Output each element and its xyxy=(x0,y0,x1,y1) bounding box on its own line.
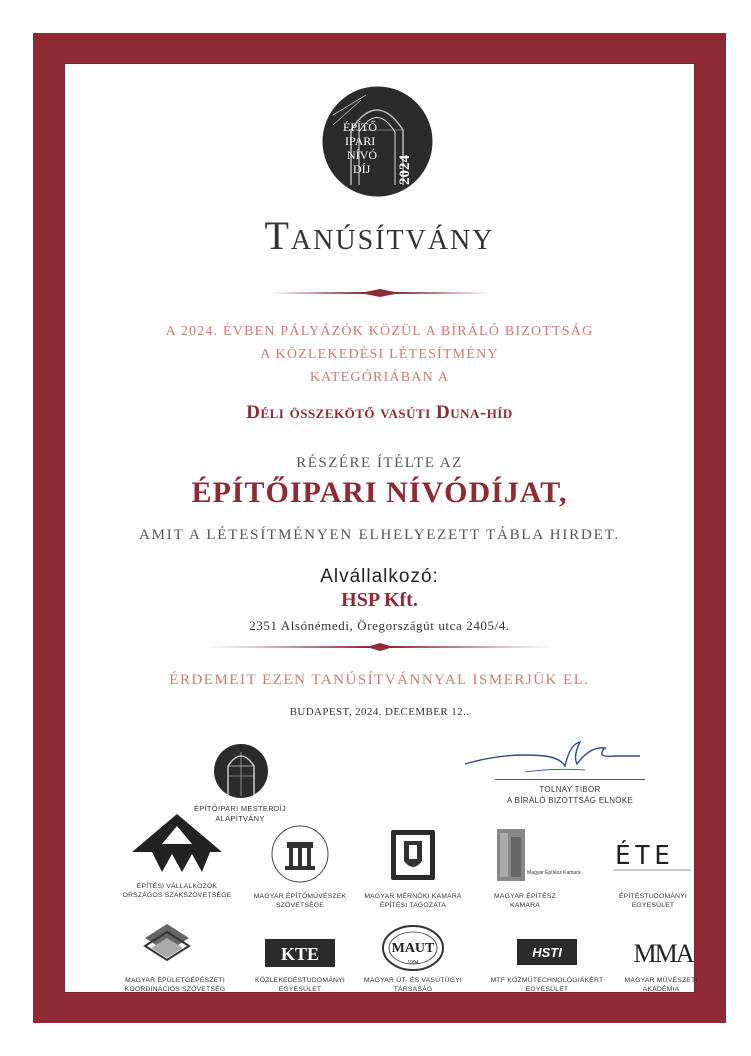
kte-logo-text: KTE xyxy=(280,944,320,964)
mek-logo xyxy=(497,829,587,881)
seal-year: 2024 xyxy=(397,155,413,185)
signature-line xyxy=(495,779,645,780)
certificate-frame xyxy=(33,33,726,1023)
subcontractor-label: Alvállalkozó: xyxy=(320,566,439,587)
evosz-logo xyxy=(132,814,222,872)
org-caption-4a: MAGYAR ÉPÍTÉSZ xyxy=(494,893,556,900)
intro-line-1: A 2024. ÉVBEN PÁLYÁZÓK KÖZÜL A BÍRÁLÓ BIZOTTSÁG xyxy=(165,324,594,339)
intro-line-3: KATEGÓRIÁBAN A xyxy=(309,370,450,385)
org-caption-2a: MAGYAR ÉPÍTŐMŰVÉSZEK xyxy=(253,893,347,900)
org-caption-3a: MAGYAR MÉRNÖKI KAMARA xyxy=(364,893,462,900)
org-caption-5b: EGYESÜLET xyxy=(631,902,675,909)
closing-phrase: ÉRDEMEIT EZEN TANÚSÍTVÁNNYAL ISMERJÜK EL. xyxy=(169,672,590,688)
certificate-body xyxy=(64,63,698,993)
project-name: Déli összekötő vasúti Duna-híd xyxy=(246,402,513,423)
mtf-logo-text: HSTI xyxy=(532,945,562,960)
foundation-logo xyxy=(212,742,270,800)
kte-logo xyxy=(265,939,335,967)
org-caption-8b: TÁRSASÁG xyxy=(393,986,433,993)
maut-logo xyxy=(381,924,445,972)
seal-text-line3: NÍVÓ xyxy=(347,148,377,162)
maut-logo-text: MAUT xyxy=(391,941,435,956)
seal-text-line1: ÉPÍTŐ xyxy=(343,120,377,134)
signatory-role: A BÍRÁLÓ BIZOTTSÁG ELNÖKE xyxy=(506,796,634,805)
award-seal-logo xyxy=(321,85,434,198)
mtf-logo xyxy=(517,939,577,965)
ete-logo-text: ÉTE xyxy=(615,841,674,871)
awarded-phrase: RÉSZÉRE ÍTÉLTE AZ xyxy=(296,455,463,471)
title-ornament xyxy=(270,287,490,299)
org-caption-9a: MTF KÖZMŰTECHNOLÓGIÁKÉRT xyxy=(490,977,604,984)
signatory-name: TOLNAY TIBOR xyxy=(539,785,601,794)
address-ornament xyxy=(205,642,555,652)
mmk-logo xyxy=(390,829,436,881)
org-caption-3b: ÉPÍTÉSI TAGOZATA xyxy=(379,902,447,909)
org-caption-9b: EGYESÜLET xyxy=(525,986,569,993)
seal-text-line4: DÍJ xyxy=(353,162,371,176)
intro-line-2: A KÖZLEKEDÉSI LÉTESÍTMÉNY xyxy=(260,347,499,362)
plaque-phrase: AMIT A LÉTESÍTMÉNYEN ELHELYEZETT TÁBLA HIRDET. xyxy=(139,527,620,543)
meksz-logo xyxy=(143,922,191,966)
org-caption-7b: EGYESÜLET xyxy=(278,986,322,993)
foundation-name-1: ÉPÍTŐIPARI MESTERDÍJ xyxy=(193,804,287,813)
foundation-name-2: ALAPÍTVÁNY xyxy=(215,814,265,823)
meszov-logo xyxy=(270,824,330,884)
mma-logo-text: MMA xyxy=(633,939,693,968)
ete-logo xyxy=(613,836,693,876)
award-name: ÉPÍTŐIPARI NÍVÓDÍJAT, xyxy=(191,476,568,509)
seal-text-line2: IPARI xyxy=(345,134,376,148)
org-caption-4b: KAMARA xyxy=(510,902,540,909)
issue-date: BUDAPEST, 2024. DECEMBER 12.. xyxy=(289,706,470,718)
org-caption-5a: ÉPÍTÉSTUDOMÁNYI xyxy=(619,893,687,900)
mek-logo-text: Magyar Építész Kamara xyxy=(527,870,581,876)
org-caption-10a: MAGYAR MŰVÉSZETI xyxy=(624,977,698,984)
chairman-signature xyxy=(465,734,645,780)
subcontractor-name: HSP Kft. xyxy=(341,589,418,611)
org-caption-6a: MAGYAR ÉPÜLETGÉPÉSZETI xyxy=(125,977,225,984)
org-caption-2b: SZÖVETSÉGE xyxy=(275,902,325,909)
org-caption-6b: KOORDINÁCIÓS SZÖVETSÉG xyxy=(124,986,226,993)
certificate-title: Tanúsítvány xyxy=(264,213,495,258)
org-caption-7a: KÖZLEKEDÉSTUDOMÁNYI xyxy=(255,977,345,984)
org-caption-10b: AKADÉMIA xyxy=(642,986,680,993)
mma-logo xyxy=(628,936,698,968)
org-caption-1a: ÉPÍTÉSI VÁLLALKOZÓK xyxy=(136,883,218,890)
org-caption-8a: MAGYAR ÚT- ÉS VASÚTÜGYI xyxy=(363,977,462,984)
org-caption-1b: ORSZÁGOS SZAKSZÖVETSÉGE xyxy=(122,892,232,899)
maut-logo-year: 1994 xyxy=(407,960,419,966)
subcontractor-address: 2351 Alsónémedi, Öregországút utca 2405/4. xyxy=(249,618,510,633)
